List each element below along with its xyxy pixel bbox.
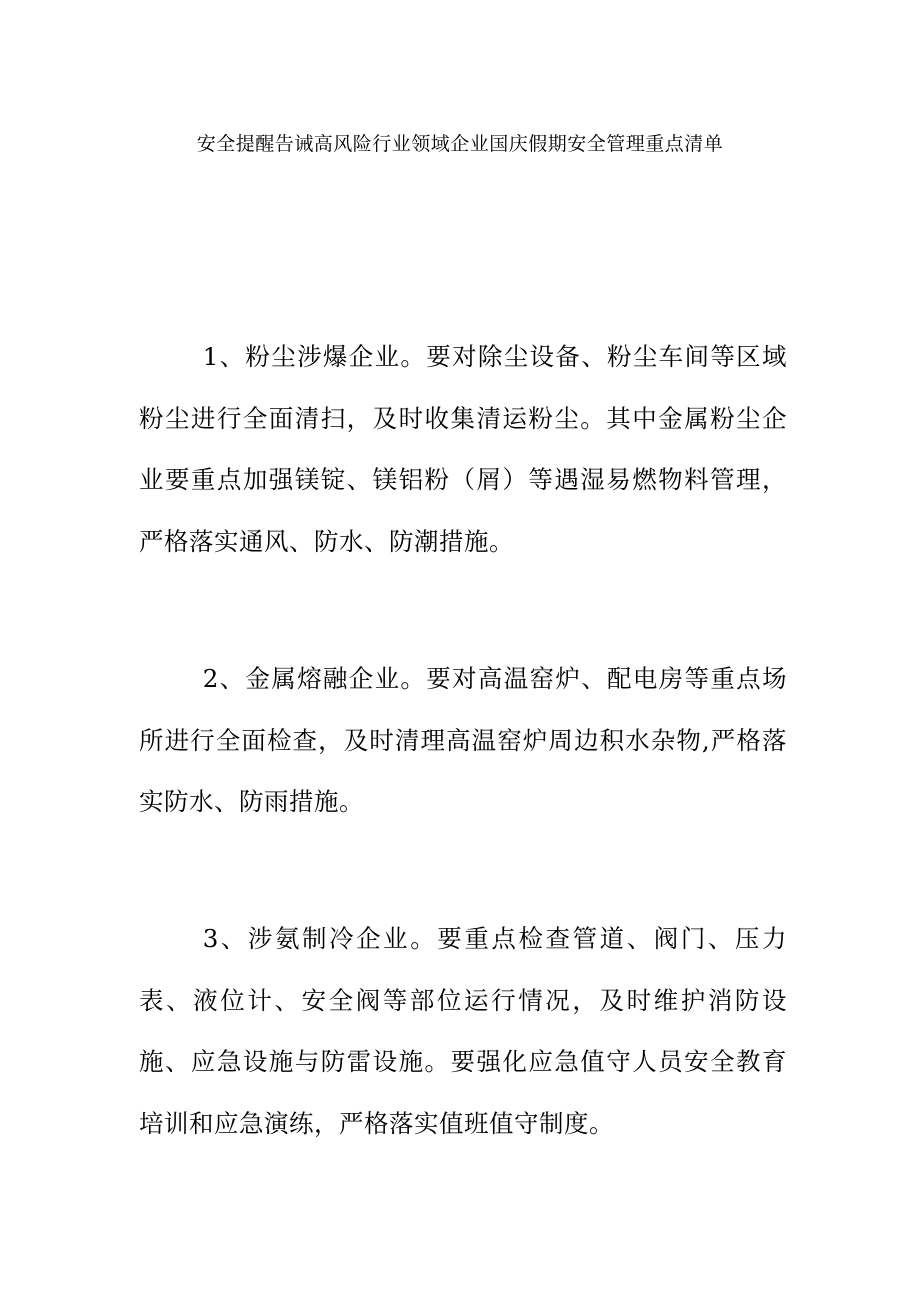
paragraph-metal-smelting: 2、金属熔融企业。要对高温窑炉、配电房等重点场所进行全面检查，及时清理高温窑炉周边积水杂物,严格落实防水、防雨措施。: [139, 664, 787, 816]
document-title: 安全提醒告诫高风险行业领域企业国庆假期安全管理重点清单: [196, 133, 724, 155]
paragraph-dust-explosion: 1、粉尘涉爆企业。要对除尘设备、粉尘车间等区域粉尘进行全面清扫，及时收集清运粉尘。其中金属粉尘企业要重点加强镁锭、镁铝粉（屑）等遇湿易燃物料管理，严格落实通风、防水、防潮措施。: [139, 342, 787, 556]
paragraph-ammonia-refrigeration: 3、涉氨制冷企业。要重点检查管道、阀门、压力表、液位计、安全阀等部位运行情况，及时维护消防设施、应急设施与防雷设施。要强化应急值守人员安全教育培训和应急演练，严格落实值班值守制度。: [139, 924, 787, 1138]
